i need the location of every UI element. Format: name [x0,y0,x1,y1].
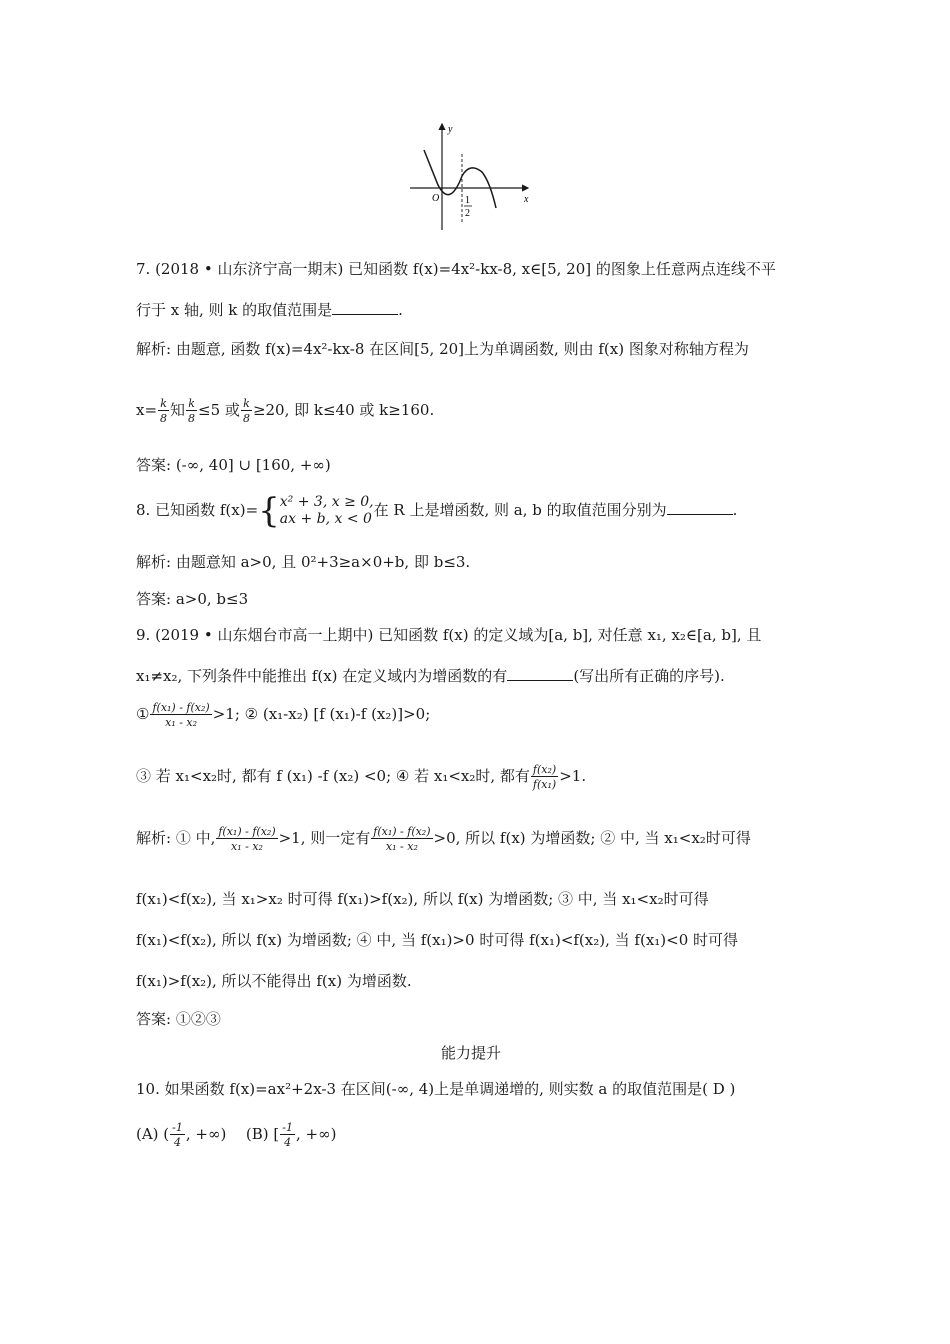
q9-conditions-1-2 [136,702,430,728]
fraction-difference-quotient: $\frac{\text{f(x₁) - f(x₂)}}{\text{x₁ - x₂}}$ [152,701,210,729]
q10-stem: 10. 如果函数 f(x)=ax²+2x-3 在区间(-∞, 4)上是单调递增的, 则实数 a 的取值范围是( D ) [136,1080,736,1098]
q7-analysis: 解析: 由题意, 函数 f(x)=4x²-kx-8 在区间[5, 20]上为单调函数, 则由 f(x) 图象对称轴方程为 [136,340,749,358]
section-heading: 能力提升 [441,1044,502,1062]
parabola-figure [410,118,540,236]
q9-stem-a: x₁≠x₂, 下列条件中能推出 f(x) 在定义域内为增函数的有 [136,667,508,685]
q9-a1-b: >1, 则一定有 [278,829,371,847]
q8-stem-b: 在 R 上是增函数, 则 a, b 的取值范围分别为 [373,501,667,519]
option-b-suffix: , +∞) [295,1125,337,1143]
q7-cond-c: ≤5 或 [198,401,240,419]
q9-a1-c: >0, 所以 f(x) 为增函数; ② 中, 当 x₁<x₂时可得 [433,829,751,847]
q9-analysis-line4: f(x₁)>f(x₂), 所以不能得出 f(x) 为增函数. [136,972,412,990]
q8-answer: 答案: a>0, b≤3 [136,590,249,608]
q9-conditions-3-4 [136,764,586,790]
option-b-prefix: (B) [ [245,1125,280,1143]
q9-c1-rest: >1; ② (x₁-x₂) [f (x₁)-f (x₂)]>0; [212,705,431,723]
q8-stem-a: 8. 已知函数 f(x)= [136,501,259,519]
q7-answer: 答案: (-∞, 40] ∪ [160, +∞) [136,456,331,474]
q7-stem-line2 [136,302,403,318]
q7-cond-b: 知 [170,401,186,419]
q9-a1-a: 解析: ① 中, [136,829,216,847]
q7-stem-text: 行于 x 轴, 则 k 的取值范围是 [136,301,333,319]
x-axis-label: x [524,194,529,205]
q9-stem-line1: 9. (2019 • 山东烟台市高一上期中) 已知函数 f(x) 的定义域为[a, b], 对任意 x₁, x₂∈[a, b], 且 [136,626,762,644]
y-axis-label: y [448,124,453,135]
piecewise-cases [280,494,374,528]
q7-cond-d: ≥20, 即 k≤40 或 k≥160. [252,401,435,419]
fraction-difference-quotient-a: $\frac{\text{f(x₁) - f(x₂)}}{\text{x₁ - x₂}}$ [218,825,276,853]
q9-stem-b: (写出所有正确的序号). [573,667,725,685]
piecewise-brace: { [258,491,280,531]
q9-answer-blank [507,668,573,681]
tick-numerator: 1 [465,195,470,206]
q8-answer-blank [667,502,733,515]
q7-answer-blank [332,302,398,315]
piecewise-case-2: ax + b, x < 0 [279,511,372,527]
q9-stem-line2 [136,668,725,684]
option-a-suffix: , +∞) [185,1125,227,1143]
option-a-prefix: (A) ( [136,1125,170,1143]
q7-condition [136,398,434,424]
fraction-neg-quarter-b: $\frac{-1}{4}$ [282,1121,293,1149]
q7-cond-a: x= [136,401,158,419]
q9-answer: 答案: ①②③ [136,1010,221,1028]
q9-c3: ③ 若 x₁<x₂时, 都有 f (x₁) -f (x₂) <0; ④ 若 x₁<x₂时, 都有 [136,767,530,785]
q9-analysis-line2: f(x₁)<f(x₂), 当 x₁>x₂ 时可得 f(x₁)>f(x₂), 所以 f(x) 为增函数; ③ 中, 当 x₁<x₂时可得 [136,890,709,908]
fraction-k-over-8-a: $\frac{k}{8}$ [160,397,168,425]
fraction-f-ratio: $\frac{\text{f(x₂)}}{\text{f(x₁)}}$ [532,763,557,791]
fraction-difference-quotient-b: $\frac{\text{f(x₁) - f(x₂)}}{\text{x₁ - x₂}}$ [373,825,431,853]
fraction-k-over-8-c: $\frac{k}{8}$ [242,397,250,425]
fraction-k-over-8-b: $\frac{k}{8}$ [188,397,196,425]
q9-c4-rest: >1. [559,767,587,785]
q8-analysis: 解析: 由题意知 a>0, 且 0²+3≥a×0+b, 即 b≤3. [136,553,471,571]
q7-stem-line1: 7. (2018 • 山东济宁高一期末) 已知函数 f(x)=4x²-kx-8, x∈[5, 20] 的图象上任意两点连线不平 [136,260,776,278]
piecewise-case-1: x² + 3, x ≥ 0, [279,494,374,510]
q10-options [136,1122,336,1148]
q8-stem-end: . [732,501,738,519]
q9-c1-mark: ① [136,705,150,723]
fraction-neg-quarter-a: $\frac{-1}{4}$ [172,1121,183,1149]
q9-analysis-line1 [136,826,751,852]
tick-denominator: 2 [465,208,470,219]
q7-stem-end: . [398,301,403,319]
origin-label: O [432,193,440,204]
q9-analysis-line3: f(x₁)<f(x₂), 所以 f(x) 为增函数; ④ 中, 当 f(x₁)>0 时可得 f(x₁)<f(x₂), 当 f(x₁)<0 时可得 [136,931,739,949]
q8-stem [136,491,738,531]
